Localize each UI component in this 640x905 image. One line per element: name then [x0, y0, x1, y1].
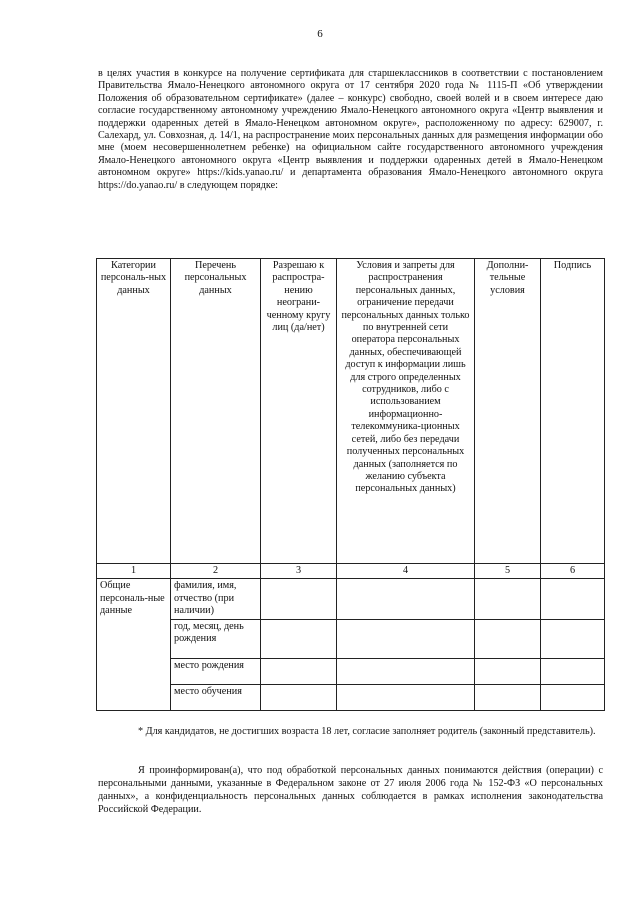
- conditions-cell[interactable]: [337, 619, 475, 658]
- additional-cell[interactable]: [475, 579, 541, 619]
- consent-table: [96, 258, 605, 711]
- signature-cell[interactable]: [541, 684, 605, 710]
- info-paragraph: Я проинформирован(а), что под обработкой персональных данных понимаются действия (операции) с персональными данными, указанные в Федеральном законе от 27 июля 2006 года № 152-ФЗ «О персональных данных», а конфиденциальность персональных данных соблюдается в рамках исполнения законодательства Российской Федерации.: [98, 765, 603, 815]
- header-permission: Разрешаю к распростра-нению неограни-ченному кругу лиц (да/нет): [261, 259, 337, 564]
- data-item-cell: место обучения: [171, 684, 261, 710]
- additional-cell[interactable]: [475, 684, 541, 710]
- signature-cell[interactable]: [541, 579, 605, 619]
- conditions-cell[interactable]: [337, 658, 475, 684]
- header-category: Категории персональ-ных данных: [97, 259, 171, 564]
- conditions-cell[interactable]: [337, 684, 475, 710]
- data-item-cell: место рождения: [171, 658, 261, 684]
- column-number: 4: [337, 564, 475, 579]
- category-cell: Общие персональ-ные данные: [97, 579, 171, 710]
- table-row: [97, 658, 605, 684]
- header-signature: Подпись: [541, 259, 605, 564]
- data-item-cell: год, месяц, день рождения: [171, 619, 261, 658]
- additional-cell[interactable]: [475, 619, 541, 658]
- table-header-row: [97, 259, 605, 564]
- permission-cell[interactable]: [261, 684, 337, 710]
- signature-cell[interactable]: [541, 658, 605, 684]
- column-number-row: [97, 564, 605, 579]
- column-number: 1: [97, 564, 171, 579]
- column-number: 2: [171, 564, 261, 579]
- permission-cell[interactable]: [261, 579, 337, 619]
- permission-cell[interactable]: [261, 619, 337, 658]
- table-row: [97, 619, 605, 658]
- page-number: 6: [317, 28, 323, 40]
- intro-paragraph: в целях участия в конкурсе на получение сертификата для старшеклассников в соответствии с постановлением Правительства Ямало-Ненецкого автономного округа от 17 сентября 2020 года № 1115-П «Об утверждении Положения об образовательном сертификате» (далее – конкурс) свободно, своей волей и в своем интересе даю согласие государственному автономному учреждению Ямало-Ненецкого автономного округа «Центр выявления и поддержки одаренных детей в Ямало-Ненецком автономном округе», расположенному по адресу: 629007, г. Салехард, ул. Совхозная, д. 14/1, на распространение моих персональных данных для размещения информации обо мне (моем несовершеннолетнем ребенке) на официальном сайте государственного автономного учреждения Ямало-Ненецкого автономного округа «Центр выявления и поддержки одаренных детей в Ямало-Ненецком автономном округе» https://kids.yanao.ru/ и департамента образования Ямало-Ненецкого автономного округа https://do.yanao.ru/ в следующем порядке:: [98, 68, 603, 191]
- permission-cell[interactable]: [261, 658, 337, 684]
- column-number: 5: [475, 564, 541, 579]
- column-number: 3: [261, 564, 337, 579]
- conditions-cell[interactable]: [337, 579, 475, 619]
- signature-cell[interactable]: [541, 619, 605, 658]
- table-row: [97, 579, 605, 619]
- header-additional: Дополни-тельные условия: [475, 259, 541, 564]
- header-data-list: Перечень персональных данных: [171, 259, 261, 564]
- footnote: * Для кандидатов, не достигших возраста 18 лет, согласие заполняет родитель (законный представитель).: [138, 726, 596, 737]
- header-conditions: Условия и запреты для распространения персональных данных, ограничение передачи персональных данных только по внутренней сети оператора персональных данных, обеспечивающей доступ к информации лишь для строго определенных сотрудников, либо с использованием информационно-телекоммуника-ционных сетей, либо без передачи полученных персональных данных (заполняется по желанию субъекта персональных данных): [337, 259, 475, 564]
- additional-cell[interactable]: [475, 658, 541, 684]
- column-number: 6: [541, 564, 605, 579]
- table-row: [97, 684, 605, 710]
- data-item-cell: фамилия, имя, отчество (при наличии): [171, 579, 261, 619]
